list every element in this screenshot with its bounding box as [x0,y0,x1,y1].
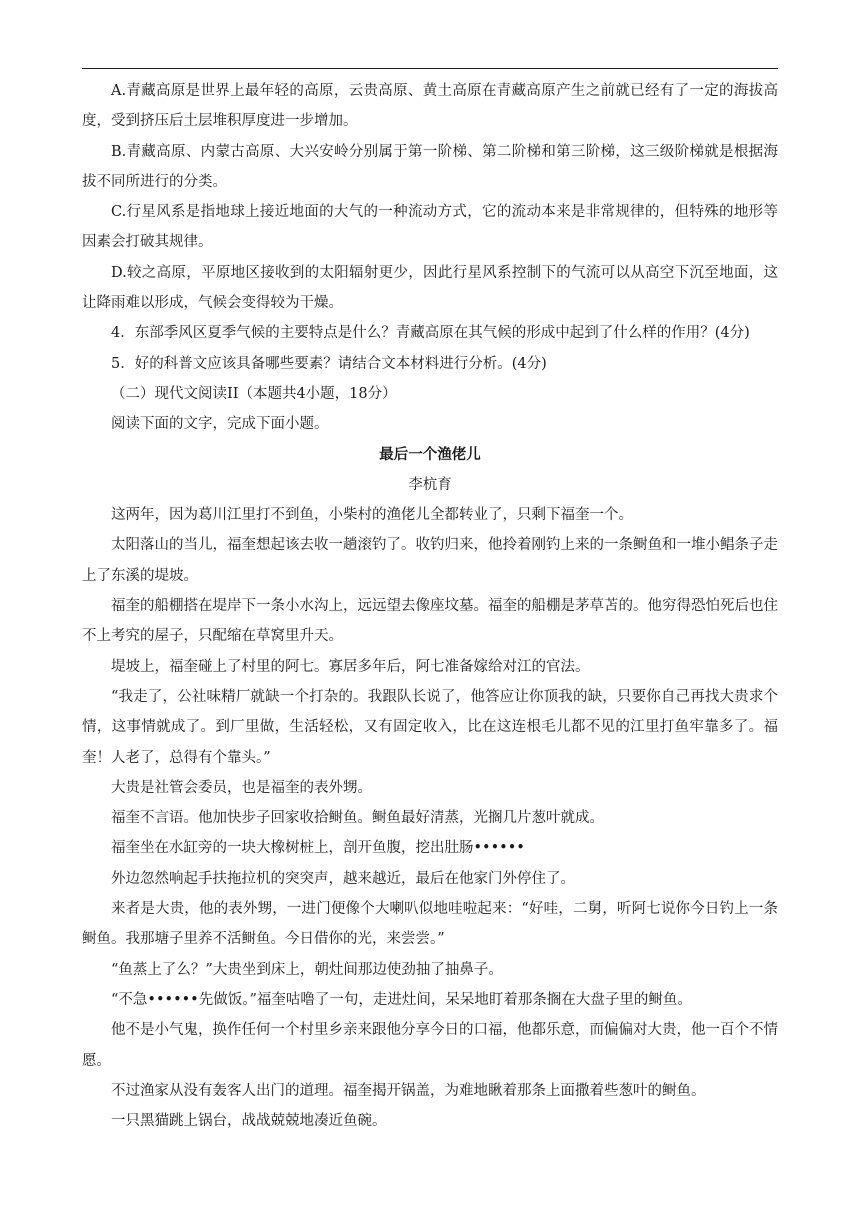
document-body [82,76,778,1136]
story-paragraph: 福奎的船棚搭在堤岸下一条小水沟上，远远望去像座坟墓。福奎的船棚是茅草苫的。他穷得恐怕死后也住不上考究的屋子，只配缩在草窝里升天。 [82,598,778,645]
story-paragraph: 外边忽然响起手扶拖拉机的突突声，越来越近，最后在他家门外停住了。 [111,870,575,887]
story-paragraph: 大贵是社管会委员，也是福奎的表外甥。 [111,779,372,796]
story-paragraph: 来者是大贵，他的表外甥，一进门便像个大喇叭似地哇啦起来：“好哇，二舅，听阿七说你今日钓上一条鲥鱼。我那塘子里养不活鲥鱼。今日借你的光，来尝尝。” [82,901,778,948]
story-author: 李杭育 [408,476,452,493]
story-paragraph: 这两年，因为葛川江里打不到鱼，小柴村的渔佬儿全都转业了，只剩下福奎一个。 [111,507,633,524]
option-d: D.较之高原，平原地区接收到的太阳辐射更少，因此行星风系控制下的气流可以从高空下沉至地面，这让降雨难以形成，气候会变得较为干燥。 [82,264,778,312]
question-4: 4．东部季风区夏季气候的主要特点是什么？青藏高原在其气候的形成中起到了什么样的作用？(4分) [111,325,750,342]
section-heading: （二）现代文阅读II（本题共4小题，18分） [111,385,397,402]
story-paragraph: “鱼蒸上了么？”大贵坐到床上，朝灶间那边使劲抽了抽鼻子。 [111,961,503,978]
story-paragraph: 太阳落山的当儿，福奎想起该去收一趟滚钓了。收钓归来，他拎着刚钓上来的一条鲥鱼和一堆小鲳条子走上了东溪的堤坡。 [82,537,778,584]
option-c: C.行星风系是指地球上接近地面的大气的一种流动方式，它的流动本来是非常规律的，但特殊的地形等因素会打破其规律。 [82,204,778,251]
story-paragraph: 堤坡上，福奎碰上了村里的阿七。寡居多年后，阿七准备嫁给对江的官法。 [111,658,590,675]
story-paragraph: “不急••••••先做饭。”福奎咕噜了一句，走进灶间，呆呆地盯着那条搁在大盘子里的鲥鱼。 [111,991,692,1008]
section-instruction: 阅读下面的文字，完成下面小题。 [111,416,329,433]
story-paragraph: 不过渔家从没有轰客人出门的道理。福奎揭开锅盖，为难地瞅着那条上面撒着些葱叶的鲥鱼。 [111,1082,706,1099]
option-b: B.青藏高原、内蒙古高原、大兴安岭分别属于第一阶梯、第二阶梯和第三阶梯，这三级阶梯就是根据海拔不同所进行的分类。 [82,143,778,190]
story-paragraph: “我走了，公社味精厂就缺一个打杂的。我跟队长说了，他答应让你顶我的缺，只要你自己再找大贵求个情，这事情就成了。到厂里做，生活轻松，又有固定收入，比在这连根毛儿都不见的江里打鱼牢靠多了。福奎！人老了，总得有个靠头。” [82,688,778,766]
story-paragraph: 一只黑猫跳上锅台，战战兢兢地凑近鱼碗。 [111,1113,387,1130]
story-paragraph: 福奎不言语。他加快步子回家收拾鲥鱼。鲥鱼最好清蒸，光搁几片葱叶就成。 [111,810,604,827]
story-title: 最后一个渔佬儿 [379,446,481,463]
story-paragraph: 福奎坐在水缸旁的一块大橡树桩上，剖开鱼腹，挖出肚肠•••••• [111,840,525,857]
header-rule [82,68,778,69]
question-5: 5．好的科普文应该具备哪些要素？请结合文本材料进行分析。(4分) [111,355,547,372]
story-paragraph: 他不是小气鬼，换作任何一个村里乡亲来跟他分享今日的口福，他都乐意，而偏偏对大贵，他一百个不情愿。 [82,1022,778,1069]
option-a: A.青藏高原是世界上最年轻的高原，云贵高原、黄土高原在青藏高原产生之前就已经有了一定的海拔高度，受到挤压后土层堆积厚度进一步增加。 [82,83,778,130]
